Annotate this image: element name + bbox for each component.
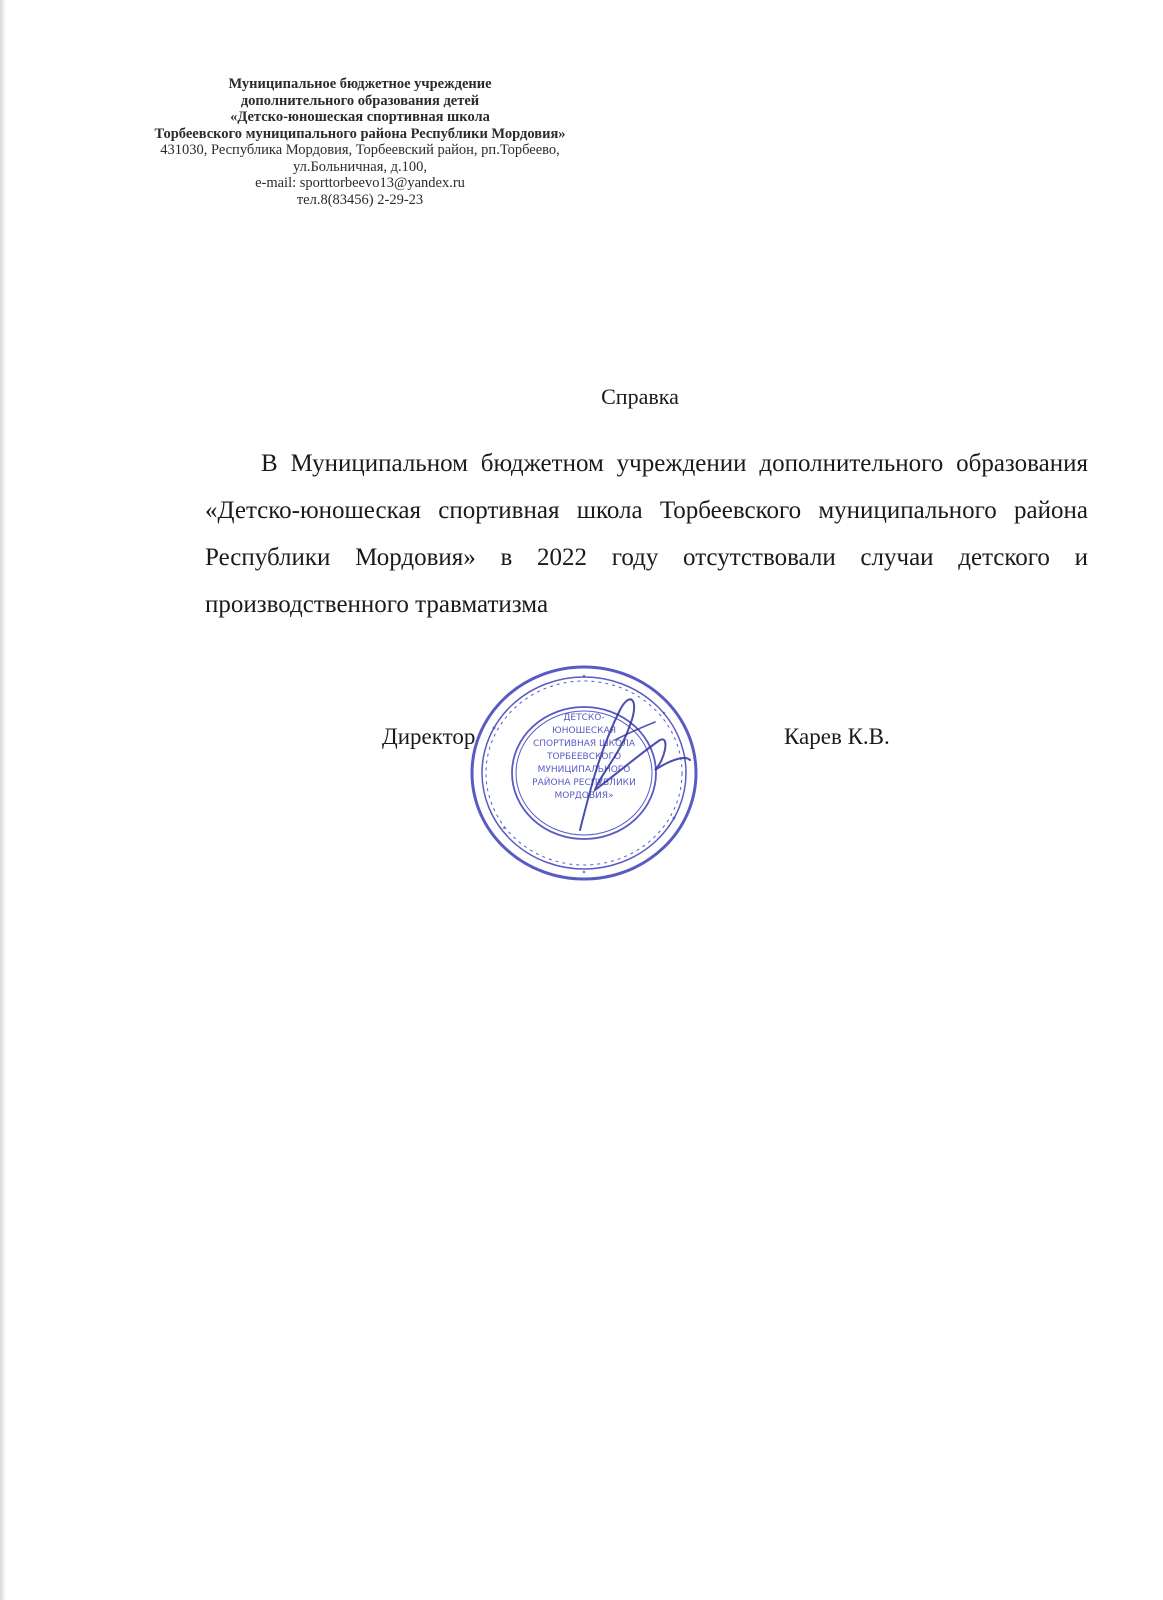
stamp-text: ЮНОШЕСКАЯ [552, 726, 616, 736]
stamp-text: МУНИЦИПАЛЬНОГО [537, 765, 631, 775]
stamp-text: РАЙОНА РЕСПУБЛИКИ [532, 778, 636, 788]
letterhead [130, 76, 590, 208]
letterhead-email: e-mail: sporttorbeevo13@yandex.ru [255, 175, 465, 191]
signer-position: Директор [382, 724, 476, 749]
stamp-text: МОРДОВИЯ» [554, 791, 614, 801]
letterhead-street: ул.Больничная, д.100, [292, 158, 427, 175]
letterhead-line: дополнительного образования детей [240, 92, 480, 109]
letterhead-line: «Детско-юношеская спортивная школа [230, 109, 490, 125]
stamp-text: СПОРТИВНАЯ ШКОЛА [532, 739, 636, 749]
document-title: Справка [601, 384, 679, 409]
letterhead-address: 431030, Республика Мордовия, Торбеевский район, рп.Торбеево, [160, 142, 560, 158]
signer-name: Карев К.В. [784, 724, 890, 749]
scan-edge [0, 0, 6, 1600]
document-body: В Муниципальном бюджетном учреждении дополнительного образования «Детско-юношеская спортивная школа Торбеевского муниципального района Республики Мордовия» в 2022 году отсутствовали случаи детского и производственного травматизма [205, 450, 1088, 618]
letterhead-line: Торбеевского муниципального района Республики Мордовия» [154, 125, 566, 142]
letterhead-line: Муниципальное бюджетное учреждение [228, 76, 492, 92]
stamp-text: ДЕТСКО- [563, 713, 605, 723]
letterhead-phone: тел.8(83456) 2-29-23 [296, 191, 424, 208]
stamp-text: ТОРБЕЕВСКОГО [546, 752, 622, 762]
handwritten-signature [560, 680, 700, 850]
